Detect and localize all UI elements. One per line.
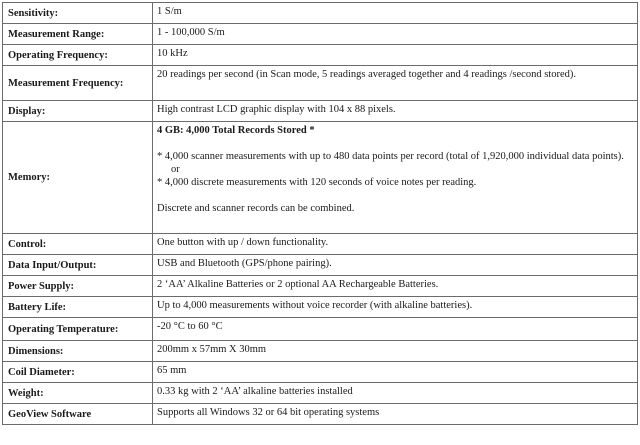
spec-label-measurement-range: Measurement Range: (3, 24, 153, 45)
spec-label-measurement-frequency: Measurement Frequency: (3, 66, 153, 101)
spec-value-geoview-software: Supports all Windows 32 or 64 bit operating systems (153, 404, 638, 425)
spec-value-control: One button with up / down functionality. (153, 234, 638, 255)
table-row (3, 234, 638, 255)
spec-label-battery-life: Battery Life: (3, 297, 153, 318)
table-row (3, 297, 638, 318)
table-row (3, 255, 638, 276)
spec-value-weight: 0.33 kg with 2 ‘AA’ alkaline batteries installed (153, 383, 638, 404)
table-row (3, 276, 638, 297)
spec-label-operating-frequency: Operating Frequency: (3, 45, 153, 66)
table-row (3, 24, 638, 45)
memory-discrete-note: * 4,000 discrete measurements with 120 seconds of voice notes per reading. (157, 177, 477, 188)
spec-label-memory: Memory: (3, 122, 153, 234)
spec-value-dimensions: 200mm x 57mm X 30mm (153, 341, 638, 362)
memory-scanner-note: * 4,000 scanner measurements with up to 480 data points per record (total of 1,920,000 individual data points). (157, 151, 624, 162)
spec-label-dimensions: Dimensions: (3, 341, 153, 362)
spec-label-operating-temperature: Operating Temperature: (3, 318, 153, 341)
spec-value-battery-life: Up to 4,000 measurements without voice recorder (with alkaline batteries). (153, 297, 638, 318)
spec-label-coil-diameter: Coil Diameter: (3, 362, 153, 383)
memory-headline: 4 GB: 4,000 Total Records Stored * (157, 125, 315, 136)
specifications-table (2, 2, 638, 425)
spec-value-data-input-output: USB and Bluetooth (GPS/phone pairing). (153, 255, 638, 276)
table-row (3, 362, 638, 383)
table-row (3, 341, 638, 362)
spec-value-display: High contrast LCD graphic display with 104 x 88 pixels. (153, 101, 638, 122)
memory-combined-note: Discrete and scanner records can be combined. (157, 203, 355, 214)
table-row (3, 45, 638, 66)
spec-label-display: Display: (3, 101, 153, 122)
spec-label-data-input-output: Data Input/Output: (3, 255, 153, 276)
spec-label-sensitivity: Sensitivity: (3, 3, 153, 24)
table-row (3, 101, 638, 122)
table-row (3, 404, 638, 425)
table-row (3, 122, 638, 234)
spec-value-sensitivity: 1 S/m (153, 3, 638, 24)
spec-value-operating-temperature: -20 °C to 60 °C (153, 318, 638, 341)
spec-value-power-supply: 2 ‘AA’ Alkaline Batteries or 2 optional AA Rechargeable Batteries. (153, 276, 638, 297)
spec-label-power-supply: Power Supply: (3, 276, 153, 297)
table-row (3, 318, 638, 341)
spec-value-coil-diameter: 65 mm (153, 362, 638, 383)
table-row (3, 66, 638, 101)
spec-label-weight: Weight: (3, 383, 153, 404)
spec-value-measurement-range: 1 - 100,000 S/m (153, 24, 638, 45)
memory-or-text: or (171, 164, 180, 175)
spec-value-operating-frequency: 10 kHz (153, 45, 638, 66)
table-row (3, 383, 638, 404)
spec-value-measurement-frequency: 20 readings per second (in Scan mode, 5 readings averaged together and 4 readings /second stored). (153, 66, 638, 101)
table-row (3, 3, 638, 24)
spec-label-control: Control: (3, 234, 153, 255)
spec-value-memory (153, 122, 638, 234)
spec-label-geoview-software: GeoView Software (3, 404, 153, 425)
